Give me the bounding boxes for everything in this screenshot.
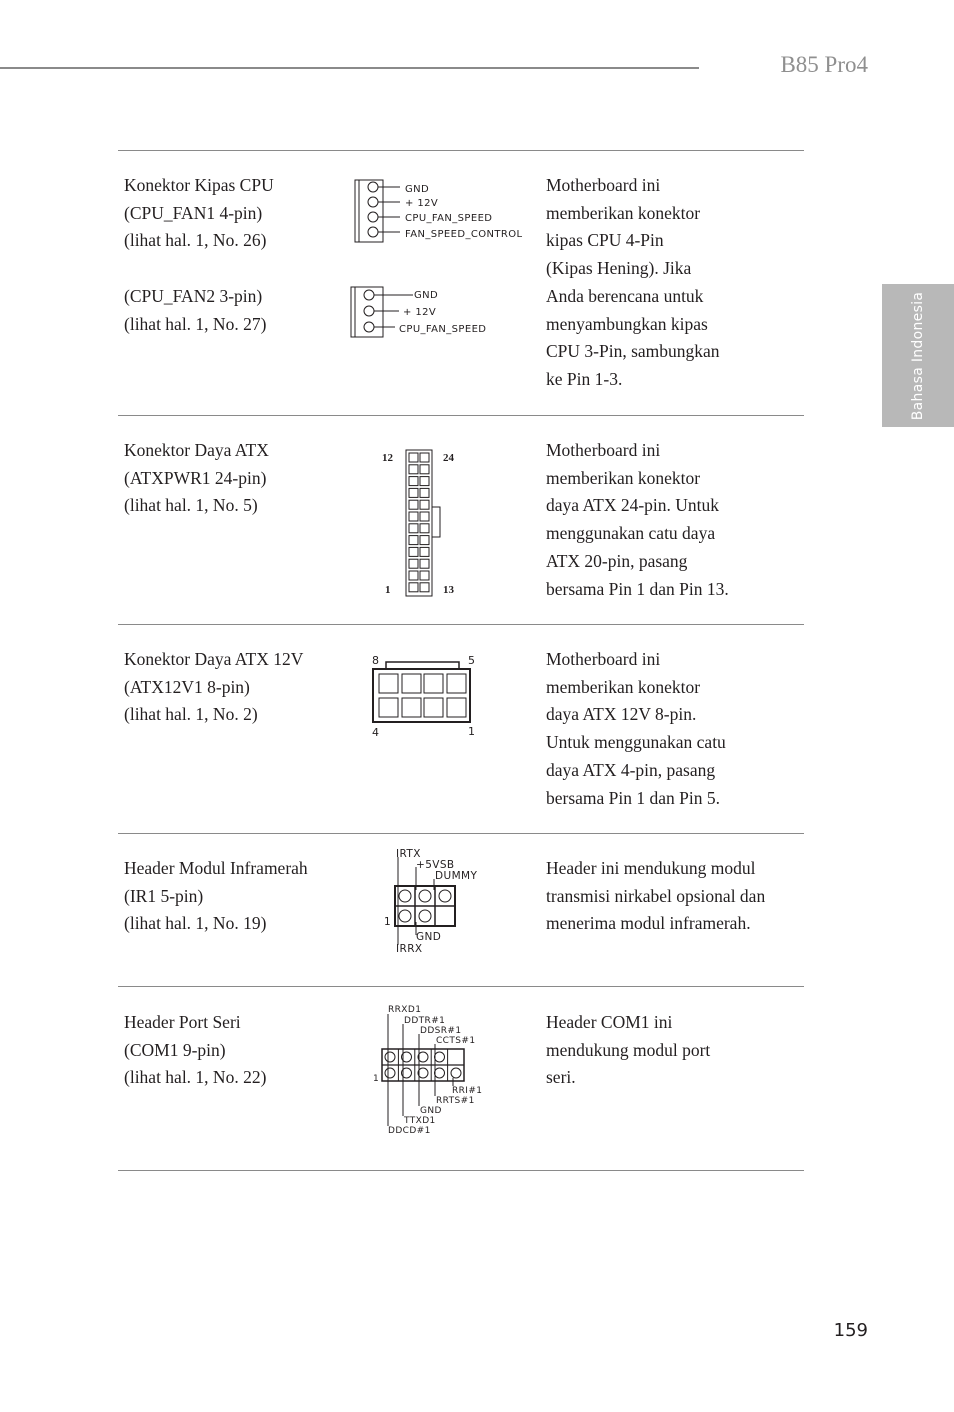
text-line: Header COM1 ini <box>546 1012 673 1032</box>
text-line: daya ATX 12V 8-pin. <box>546 704 697 725</box>
cpu-fan-description <box>546 172 796 394</box>
atx24-pin <box>420 583 429 592</box>
text-line: memberikan konektor <box>546 202 701 223</box>
pin-number: 1 <box>373 1074 380 1084</box>
text-line: Header ini mendukung modul <box>546 858 756 878</box>
pin-label: RRXD1 <box>388 1005 422 1015</box>
atx24-pin <box>420 488 429 497</box>
language-side-tab <box>882 284 954 427</box>
text-line: menggunakan catu daya <box>546 523 716 544</box>
atx24-pin <box>409 536 418 545</box>
text-line: (CPU_FAN2 3-pin) <box>124 285 263 306</box>
text-line: (COM1 9-pin) <box>124 1039 226 1060</box>
text-line: bersama Pin 1 dan Pin 13. <box>546 578 729 599</box>
atx24-pin <box>420 524 429 533</box>
text-line: (lihat hal. 1, No. 26) <box>124 230 267 251</box>
atx24-pin <box>420 512 429 521</box>
pin-number: 1 <box>468 725 476 738</box>
atx24-pin <box>409 571 418 580</box>
text-line: memberikan konektor <box>546 467 701 488</box>
atx24-pin <box>420 571 429 580</box>
pin-number: 13 <box>443 584 454 596</box>
atx24-pin <box>409 477 418 486</box>
pin-label: TTXD1 <box>404 1116 436 1126</box>
atx24-pin <box>420 453 429 462</box>
text-line: Konektor Daya ATX 12V <box>124 649 304 669</box>
text-line: (ATXPWR1 24-pin) <box>124 467 267 488</box>
pin-number: 4 <box>372 726 380 739</box>
model-title: B85 Pro4 <box>780 52 868 77</box>
atx-power-title <box>124 437 339 520</box>
pin-label: GND <box>414 290 439 301</box>
atx24-pin <box>420 500 429 509</box>
text-line: Motherboard ini <box>546 440 661 460</box>
atx24-pin <box>409 500 418 509</box>
text-line <box>124 255 339 283</box>
pin-label: GND <box>416 931 442 943</box>
text-line: memberikan konektor <box>546 676 701 697</box>
atx24-pin <box>409 547 418 556</box>
pin-number: 1 <box>385 584 391 596</box>
text-line: (lihat hal. 1, No. 27) <box>124 313 267 334</box>
ir-header-description <box>546 855 796 938</box>
atx24-pin <box>420 547 429 556</box>
pin-label: RRI#1 <box>452 1086 483 1096</box>
pin-label: + 12V <box>403 307 437 318</box>
section-divider <box>118 1170 804 1171</box>
atx24-pin <box>409 524 418 533</box>
pin-number: 5 <box>468 654 476 667</box>
pin-label: DDSR#1 <box>420 1026 462 1036</box>
pin-label: IRRX <box>396 943 423 955</box>
atx24-pin-grid <box>409 453 429 592</box>
text-line: (lihat hal. 1, No. 22) <box>124 1067 267 1088</box>
com-header-title <box>124 1009 339 1092</box>
pin-label: FAN_SPEED_CONTROL <box>405 229 523 240</box>
text-line: daya ATX 24-pin. Untuk <box>546 495 720 516</box>
atx24-pin <box>420 536 429 545</box>
pin-label: +5VSB <box>416 859 455 871</box>
text-line: kipas CPU 4-Pin <box>546 230 664 251</box>
atx-power-description <box>546 437 796 603</box>
section-divider <box>118 415 804 416</box>
text-line: seri. <box>546 1067 576 1088</box>
text-line: Header Port Seri <box>124 1012 241 1032</box>
atx24-pin <box>409 453 418 462</box>
pin-label: RRTS#1 <box>436 1096 475 1106</box>
pin-label: CPU_FAN_SPEED <box>399 324 487 335</box>
pin-label: DUMMY <box>435 870 478 882</box>
text-line: menerima modul inframerah. <box>546 913 751 934</box>
text-line: (lihat hal. 1, No. 5) <box>124 495 258 516</box>
atx12v-description <box>546 646 796 812</box>
atx24-pin <box>409 559 418 568</box>
section-divider <box>118 150 804 151</box>
pin-label: CCTS#1 <box>436 1036 476 1046</box>
text-line: (IR1 5-pin) <box>124 885 204 906</box>
text-line: menyambungkan kipas <box>546 313 708 334</box>
text-line: (Kipas Hening). Jika <box>546 258 692 279</box>
text-line: daya ATX 4-pin, pasang <box>546 759 716 780</box>
text-line: (lihat hal. 1, No. 19) <box>124 913 267 934</box>
pin-label: IRTX <box>396 848 421 860</box>
ir-header-title <box>124 855 339 938</box>
cpu-fan-title <box>124 172 339 338</box>
text-line: (CPU_FAN1 4-pin) <box>124 202 263 223</box>
text-line: ATX 20-pin, pasang <box>546 550 688 571</box>
text-line: Untuk menggunakan catu <box>546 732 726 753</box>
atx24-pin <box>409 583 418 592</box>
text-line: Anda berencana untuk <box>546 285 704 306</box>
pin-number: 8 <box>372 654 380 667</box>
text-line: Konektor Daya ATX <box>124 440 269 460</box>
atx24-pin <box>420 477 429 486</box>
pin-number: 24 <box>443 452 454 464</box>
pin-label: GND <box>405 184 430 195</box>
pin-number: 12 <box>382 452 393 464</box>
pin-number: 1 <box>384 916 392 928</box>
atx12v-pinout-diagram <box>365 650 485 745</box>
ir-header-pinout-diagram <box>380 845 490 960</box>
atx24-pin <box>409 488 418 497</box>
atx24-pinout-diagram <box>370 445 470 605</box>
cpu-fan-pinout-diagram <box>345 175 535 345</box>
pin-label: DDCD#1 <box>388 1126 431 1136</box>
com-header-description <box>546 1009 796 1092</box>
header-rule <box>0 67 699 69</box>
language-tab-label: Bahasa Indonesia <box>910 291 926 420</box>
text-line: Konektor Kipas CPU <box>124 175 274 195</box>
pin-label: GND <box>420 1106 442 1116</box>
text-line: Motherboard ini <box>546 649 661 669</box>
text-line: ke Pin 1-3. <box>546 368 623 389</box>
section-divider <box>118 624 804 625</box>
text-line: Motherboard ini <box>546 175 661 195</box>
pin-label: CPU_FAN_SPEED <box>405 213 493 224</box>
atx24-pin <box>420 465 429 474</box>
atx24-pin <box>409 512 418 521</box>
pin-label: DDTR#1 <box>404 1016 446 1026</box>
text-line: bersama Pin 1 dan Pin 5. <box>546 787 721 808</box>
text-line: (ATX12V1 8-pin) <box>124 676 250 697</box>
section-divider <box>118 833 804 834</box>
pin-label: + 12V <box>405 198 439 209</box>
atx12v-title <box>124 646 339 729</box>
atx24-pin <box>409 465 418 474</box>
atx24-pin <box>420 559 429 568</box>
text-line: mendukung modul port <box>546 1039 711 1060</box>
text-line: transmisi nirkabel opsional dan <box>546 885 766 906</box>
page-number: 159 <box>833 1320 868 1341</box>
text-line: CPU 3-Pin, sambungkan <box>546 341 720 362</box>
text-line: Header Modul Inframerah <box>124 858 308 878</box>
section-divider <box>118 986 804 987</box>
com-header-pinout-diagram <box>365 1000 495 1140</box>
text-line: (lihat hal. 1, No. 2) <box>124 704 258 725</box>
